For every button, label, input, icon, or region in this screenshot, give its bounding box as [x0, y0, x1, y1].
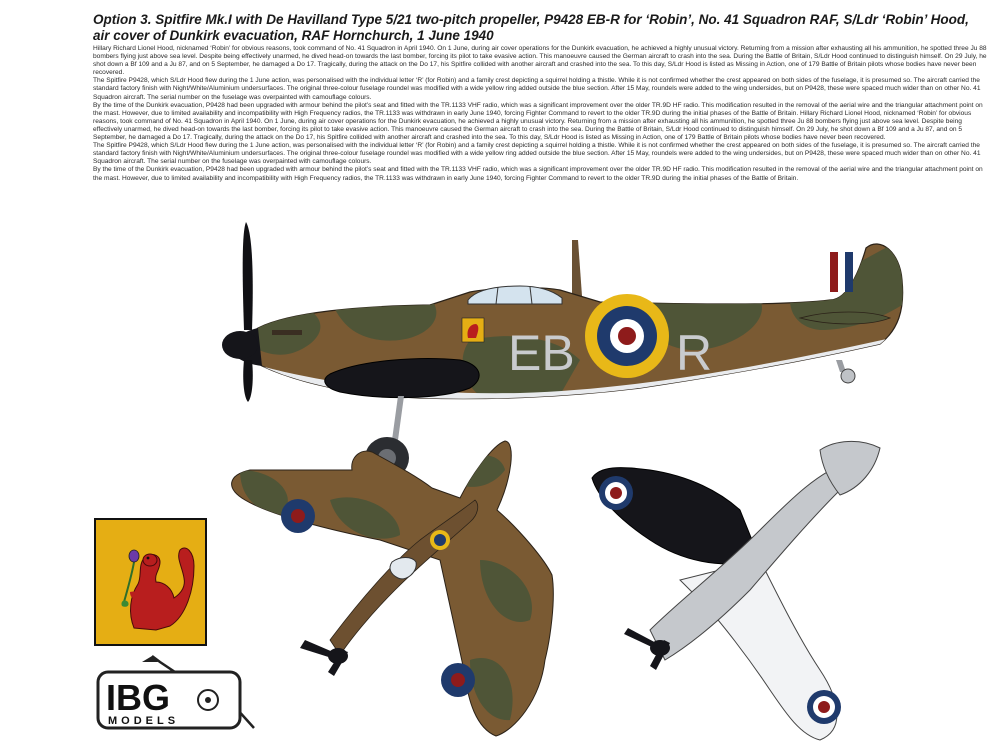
side-view — [222, 222, 910, 479]
logo-brand: IBG — [106, 677, 171, 718]
logo-subtitle: MODELS — [108, 715, 180, 727]
paragraph: The Spitfire P9428, which S/Ldr Hood flew during the 1 June action, was personalised with the individual letter ‘R’ (for Robin) and a family crest depicting a squirrel holding a thistle. While it is not confirmed whether the crest appeared on both sides of the fuselage, it is presumed so. The aircraft carried the standard factory finish with Night/White/Aluminium undersurfaces. The original three-colour fuselage roundel was modified with a wide yellow ring added outside the blue section. After 15 May, roundels were added to the wing undersides, but on P9428, these were spaced much wider than on other No. 41 Squadron aircraft. The serial number on the fuselage was overpainted with camouflage colours. — [93, 142, 981, 166]
aircraft-letter: R — [676, 325, 713, 381]
squadron-code: EB — [508, 325, 575, 381]
paragraph: Hillary Richard Lionel Hood, nicknamed ‘Robin’ for obvious reasons, took command of No. 41 Squadron in April 1940. On 1 June, during air cover operations for the Dunkirk evacuation, he achieved a highly unusual victory. Returning from a mission after exhausting all his ammunition, he spotted three Ju 88 bombers flying just above sea level. Despite being effectively unarmed, he dived head-on towards the last bomber, forcing its pilot to take evasive action. This manoeuvre caused the German aircraft to crash into the sea. During the Battle of Britain, S/Ldr Hood continued to distinguish himself. On 29 July, he shot down a Bf 109 and a Ju 87, and on 5 September, he damaged a Do 17. Tragically, during the attack on the Do 17, his Spitfire collided with another aircraft and crashed into the sea. To this day, S/Ldr Hood is listed as Missing in Action, one of 179 Battle of Britain pilots whose bodies have never been recovered. — [93, 45, 987, 77]
ibg-models-logo — [96, 652, 261, 734]
paragraph: By the time of the Dunkirk evacuation, P9428 had been upgraded with armour behind the pilot’s seat and fitted with the TR.1133 VHF radio, which was a significant improvement over the older TR.9D HF radio. This modification resulted in the removal of the aerial wire and the triangular attachment point on the mast. However, due to limited availability and incompatibility with High Frequency radios, the TR.1133 was withdrawn in early June 1940, forcing Fighter Command to revert to the older TR.9D during the initial phases of the Battle of Britain. Hillary Richard Lionel Hood, nicknamed ‘Robin’ for obvious reasons, took command of No. 41 Squadron in April 1940. On 1 June, during air cover operations for the Dunkirk evacuation, he achieved a highly unusual victory. Returning from a mission after exhausting all his ammunition, he spotted three Ju 88 bombers flying just above sea level. Despite being effectively unarmed, he dived head-on towards the last bomber, forcing its pilot to take evasive action. This manoeuvre caused the German aircraft to crash into the sea. During the Battle of Britain, S/Ldr Hood continued to distinguish himself. On 29 July, he shot down a Bf 109 and a Ju 87, and on 5 September, he damaged a Do 17. Tragically, during the attack on the Do 17, his Spitfire collided with another aircraft and crashed into the sea. To this day, S/Ldr Hood is listed as Missing in Action, one of 179 Battle of Britain pilots whose bodies have never been recovered. — [93, 101, 983, 142]
top-view — [232, 441, 554, 736]
paragraph: The Spitfire P9428, which S/Ldr Hood flew during the 1 June action, was personalised with the individual letter ‘R’ (for Robin) and a family crest depicting a squirrel holding a thistle. While it is not confirmed whether the crest appeared on both sides of the fuselage, it is presumed so. The aircraft carried the standard factory finish with Night/White/Aluminium undersurfaces. The original three-colour fuselage roundel was modified with a wide yellow ring added outside the blue section. After 15 May, roundels were added to the wing undersides, but on P9428, these were spaced much wider than on other No. 41 Squadron aircraft. The serial number on the fuselage was overpainted with camouflage colours. — [93, 77, 981, 101]
page-title: Option 3. Spitfire Mk.I with De Havilland Type 5/21 two-pitch propeller, P9428 EB-R for ‘Robin’, No. 41 Squadron RAF, S/Ldr ‘Robin’ Hood, air cover of Dunkirk evacuation, RAF Hornchurch, 1 June 1940 — [93, 12, 969, 43]
squadron-crest — [94, 518, 207, 646]
bottom-view — [592, 441, 880, 740]
paragraph: By the time of the Dunkirk evacuation, P9428 had been upgraded with armour behind the pilot’s seat and fitted with the TR.1133 VHF radio, which was a significant improvement over the older TR.9D HF radio. This modification resulted in the removal of the aerial wire and the triangular attachment point on the mast. However, due to limited availability and incompatibility with High Frequency radios, the TR.1133 was withdrawn in early June 1940, forcing Fighter Command to revert to the older TR.9D during the initial phases of the Battle of Britain. — [93, 166, 983, 182]
